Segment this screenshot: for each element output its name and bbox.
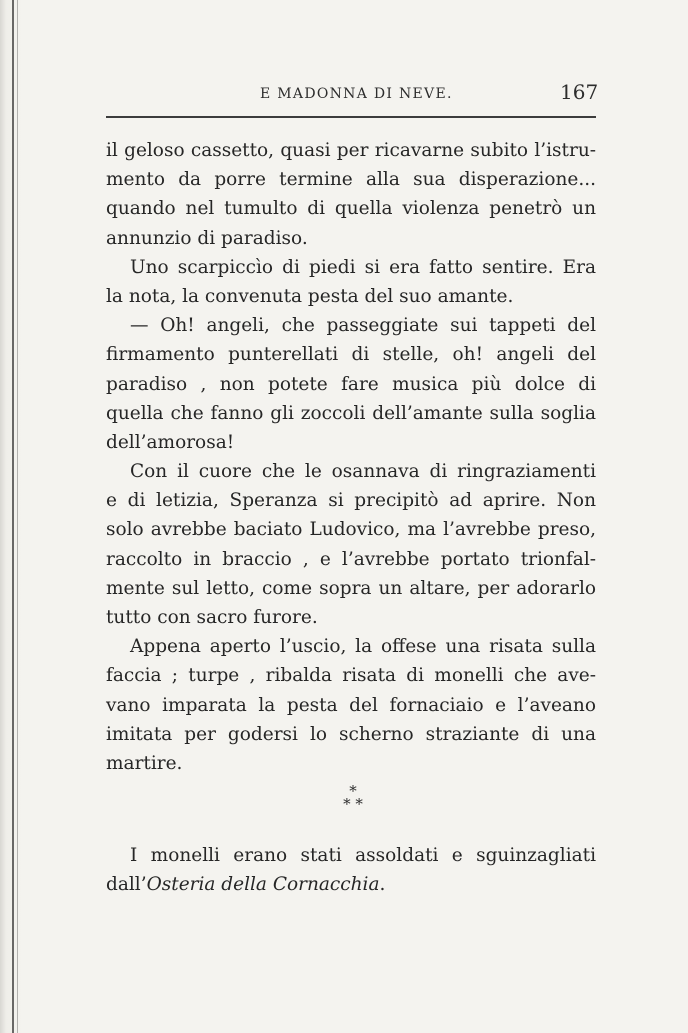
section-separator <box>328 782 378 819</box>
paragraph-2 <box>106 253 596 311</box>
text-line: raccolto in braccio , e l’avrebbe portato trionfal- <box>106 548 596 570</box>
text-line: imitata per godersi lo scherno straziante di una <box>106 723 596 745</box>
text-line: dell’amorosa! <box>106 431 235 453</box>
text-line: annunzio di paradiso. <box>106 227 308 249</box>
text-line: faccia ; turpe , ribalda risata di monelli che ave- <box>106 665 596 687</box>
closing-paragraph <box>106 841 596 899</box>
text-fragment: dall’ <box>106 874 147 896</box>
text-line: martire. <box>106 752 183 774</box>
text-fragment: . <box>379 874 386 896</box>
gutter-line <box>12 0 14 1033</box>
separator-stars-bottom: * * <box>343 795 363 813</box>
text-line: quella che fanno gli zoccoli dell’amante sulla soglia <box>106 402 596 424</box>
text-line: Con il cuore che le osannava di ringraziamenti <box>130 461 596 483</box>
paragraph-5 <box>106 632 596 778</box>
page-gutter <box>0 0 22 1033</box>
paragraph-1 <box>106 136 596 253</box>
text-line <box>106 870 596 899</box>
text-line: tutto con sacro furore. <box>106 607 318 628</box>
running-head: E MADONNA DI NEVE. <box>260 86 453 102</box>
header-rule <box>106 116 596 118</box>
italic-place-name: Osteria della Cornacchia <box>146 874 380 896</box>
text-line: quando nel tumulto di quella violenza penetrò un <box>106 198 596 220</box>
text-line: mente sul letto, come sopra un altare, per adorarlo <box>106 577 596 599</box>
gutter-line-secondary <box>17 0 18 1033</box>
text-line: Uno scarpiccìo di piedi si era fatto sentire. Era <box>130 256 596 278</box>
text-line: e di letizia, Speranza si precipitò ad aprire. Non <box>106 490 596 512</box>
text-line: la nota, la convenuta pesta del suo amante. <box>106 285 514 307</box>
paragraph-3 <box>106 311 596 457</box>
text-line: paradiso , non potete fare musica più dolce di <box>106 373 596 395</box>
text-line: I monelli erano stati assoldati e sguinzagliati <box>130 845 596 866</box>
text-line: — Oh! angeli, che passeggiate sui tappeti del <box>130 315 596 337</box>
text-line: vano imparata la pesta del fornaciaio e l’aveano <box>106 694 596 716</box>
text-line: solo avrebbe baciato Ludovico, ma l’avrebbe preso, <box>106 519 596 541</box>
text-line: il geloso cassetto, quasi per ricavarne subito l’istru- <box>106 140 596 161</box>
text-line: firmamento punterellati di stelle, oh! angeli del <box>106 344 596 366</box>
text-line: Appena aperto l’uscio, la offese una risata sulla <box>130 636 596 658</box>
text-line: mento da porre termine alla sua disperazione... <box>106 169 596 191</box>
body-text <box>106 136 596 778</box>
paragraph-4 <box>106 457 596 632</box>
page-number: 167 <box>560 80 599 104</box>
separator-star-top: * <box>349 782 357 800</box>
